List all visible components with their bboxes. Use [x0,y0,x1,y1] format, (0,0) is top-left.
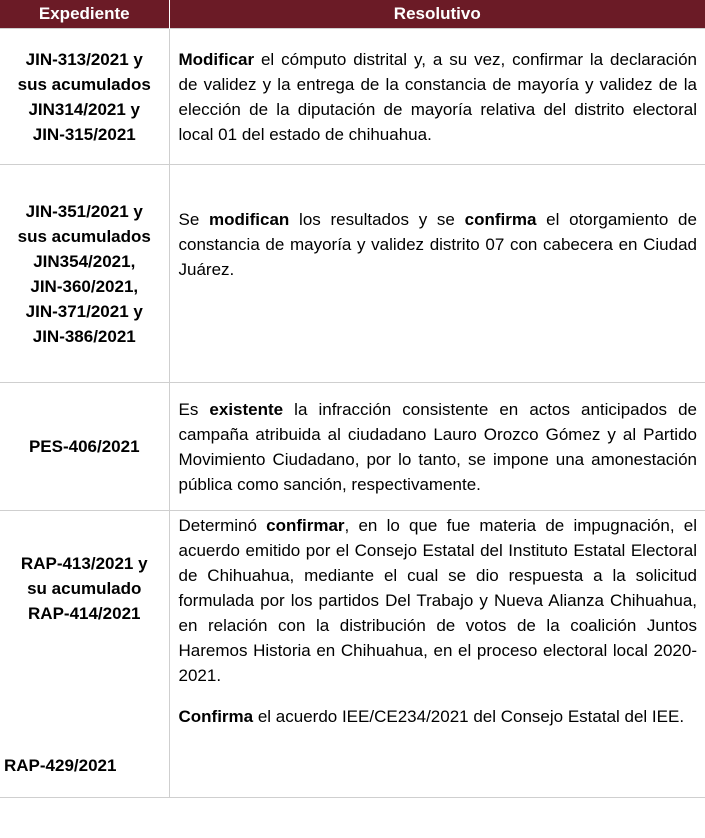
expediente-line: JIN-315/2021 [32,124,136,144]
resolutivo-bold: modifican [209,210,290,229]
expediente-cell [0,29,169,165]
expediente-line: RAP-413/2021 y [20,554,148,573]
expediente-line: JIN-351/2021 y [25,201,143,221]
expediente-line: sus acumulados [17,74,151,94]
resolutivo-text: el otorgamiento de constancia de mayoría y validez distrito 07 con cabecera en Ciudad Juárez. [178,210,697,279]
table-row [0,383,705,511]
expediente-line: JIN354/2021, [33,251,136,271]
table-row [0,165,705,383]
expediente-line: RAP-429/2021 [4,756,117,775]
resolutivo-cell [169,165,705,383]
expediente-line: sus acumulados [17,226,151,246]
resolutivo-text: el acuerdo IEE/CE234/2021 del Consejo Estatal del IEE. [253,707,685,726]
table-row [0,29,705,165]
resolutivo-text: el cómputo distrital y, a su vez, confirmar la declaración de validez y la entrega de la constancia de mayoría y validez de la elección de la diputación de mayoría relativa del distrito electoral local 01 del estado de chihuahua. [178,49,697,144]
resolutivo-text: la infracción consistente en actos anticipados de campaña atribuida al ciudadano Lauro Orozco Gómez y al Partido Movimiento Ciudadano, por lo tanto, se impone una amonestación pública como sanción, respectivamente. [178,399,697,494]
resolutivo-cell [169,511,705,798]
resolutivo-bold: confirma [464,210,537,229]
resolutivo-text: Se [178,210,210,229]
expediente-line: JIN-386/2021 [32,326,136,346]
expediente-line: JIN-371/2021 y [25,301,143,321]
header-expediente: Expediente [0,0,169,29]
resolutivo-bold: Modificar [178,49,255,69]
resolutivo-bold: Confirma [178,707,254,726]
expediente-group [0,551,169,626]
expediente-cell [0,165,169,383]
expediente-line: JIN-313/2021 y [25,49,143,69]
resolutivo-cell [169,29,705,165]
table-header-row [0,0,705,29]
resolutivo-bold: existente [209,399,284,419]
resolutivo-text: , en lo que fue materia de impugnación, el acuerdo emitido por el Consejo Estatal del Instituto Estatal Electoral de Chihuahua, mediante el cual se dio respuesta a la solicitud formulada por los partidos Del Trabajo y Nueva Alianza Chihuahua, en relación con la distribución de votos de la coalición Juntos Haremos Historia en Chihuahua, en el proceso electoral local 2020-2021. [178,516,697,685]
resolutivo-text: los resultados y se [289,210,465,229]
resolutivo-cell [169,383,705,511]
table-row [0,511,705,798]
expediente-line: JIN314/2021 y [28,99,141,119]
expediente-line: su acumulado [27,579,142,598]
expediente-line: RAP-414/2021 [28,604,141,623]
resolutivo-text: Determinó [178,516,267,535]
resolutivo-paragraph [179,704,698,729]
resolutivo-paragraph [179,511,698,688]
header-resolutivo: Resolutivo [169,0,705,29]
expediente-line: JIN-360/2021, [30,276,139,296]
resolutivo-bold: confirmar [266,516,345,535]
expediente-cell [0,383,169,511]
resolutivo-text: Es [178,399,210,419]
expediente-line: PES-406/2021 [28,437,140,456]
expediente-cell [0,511,169,798]
